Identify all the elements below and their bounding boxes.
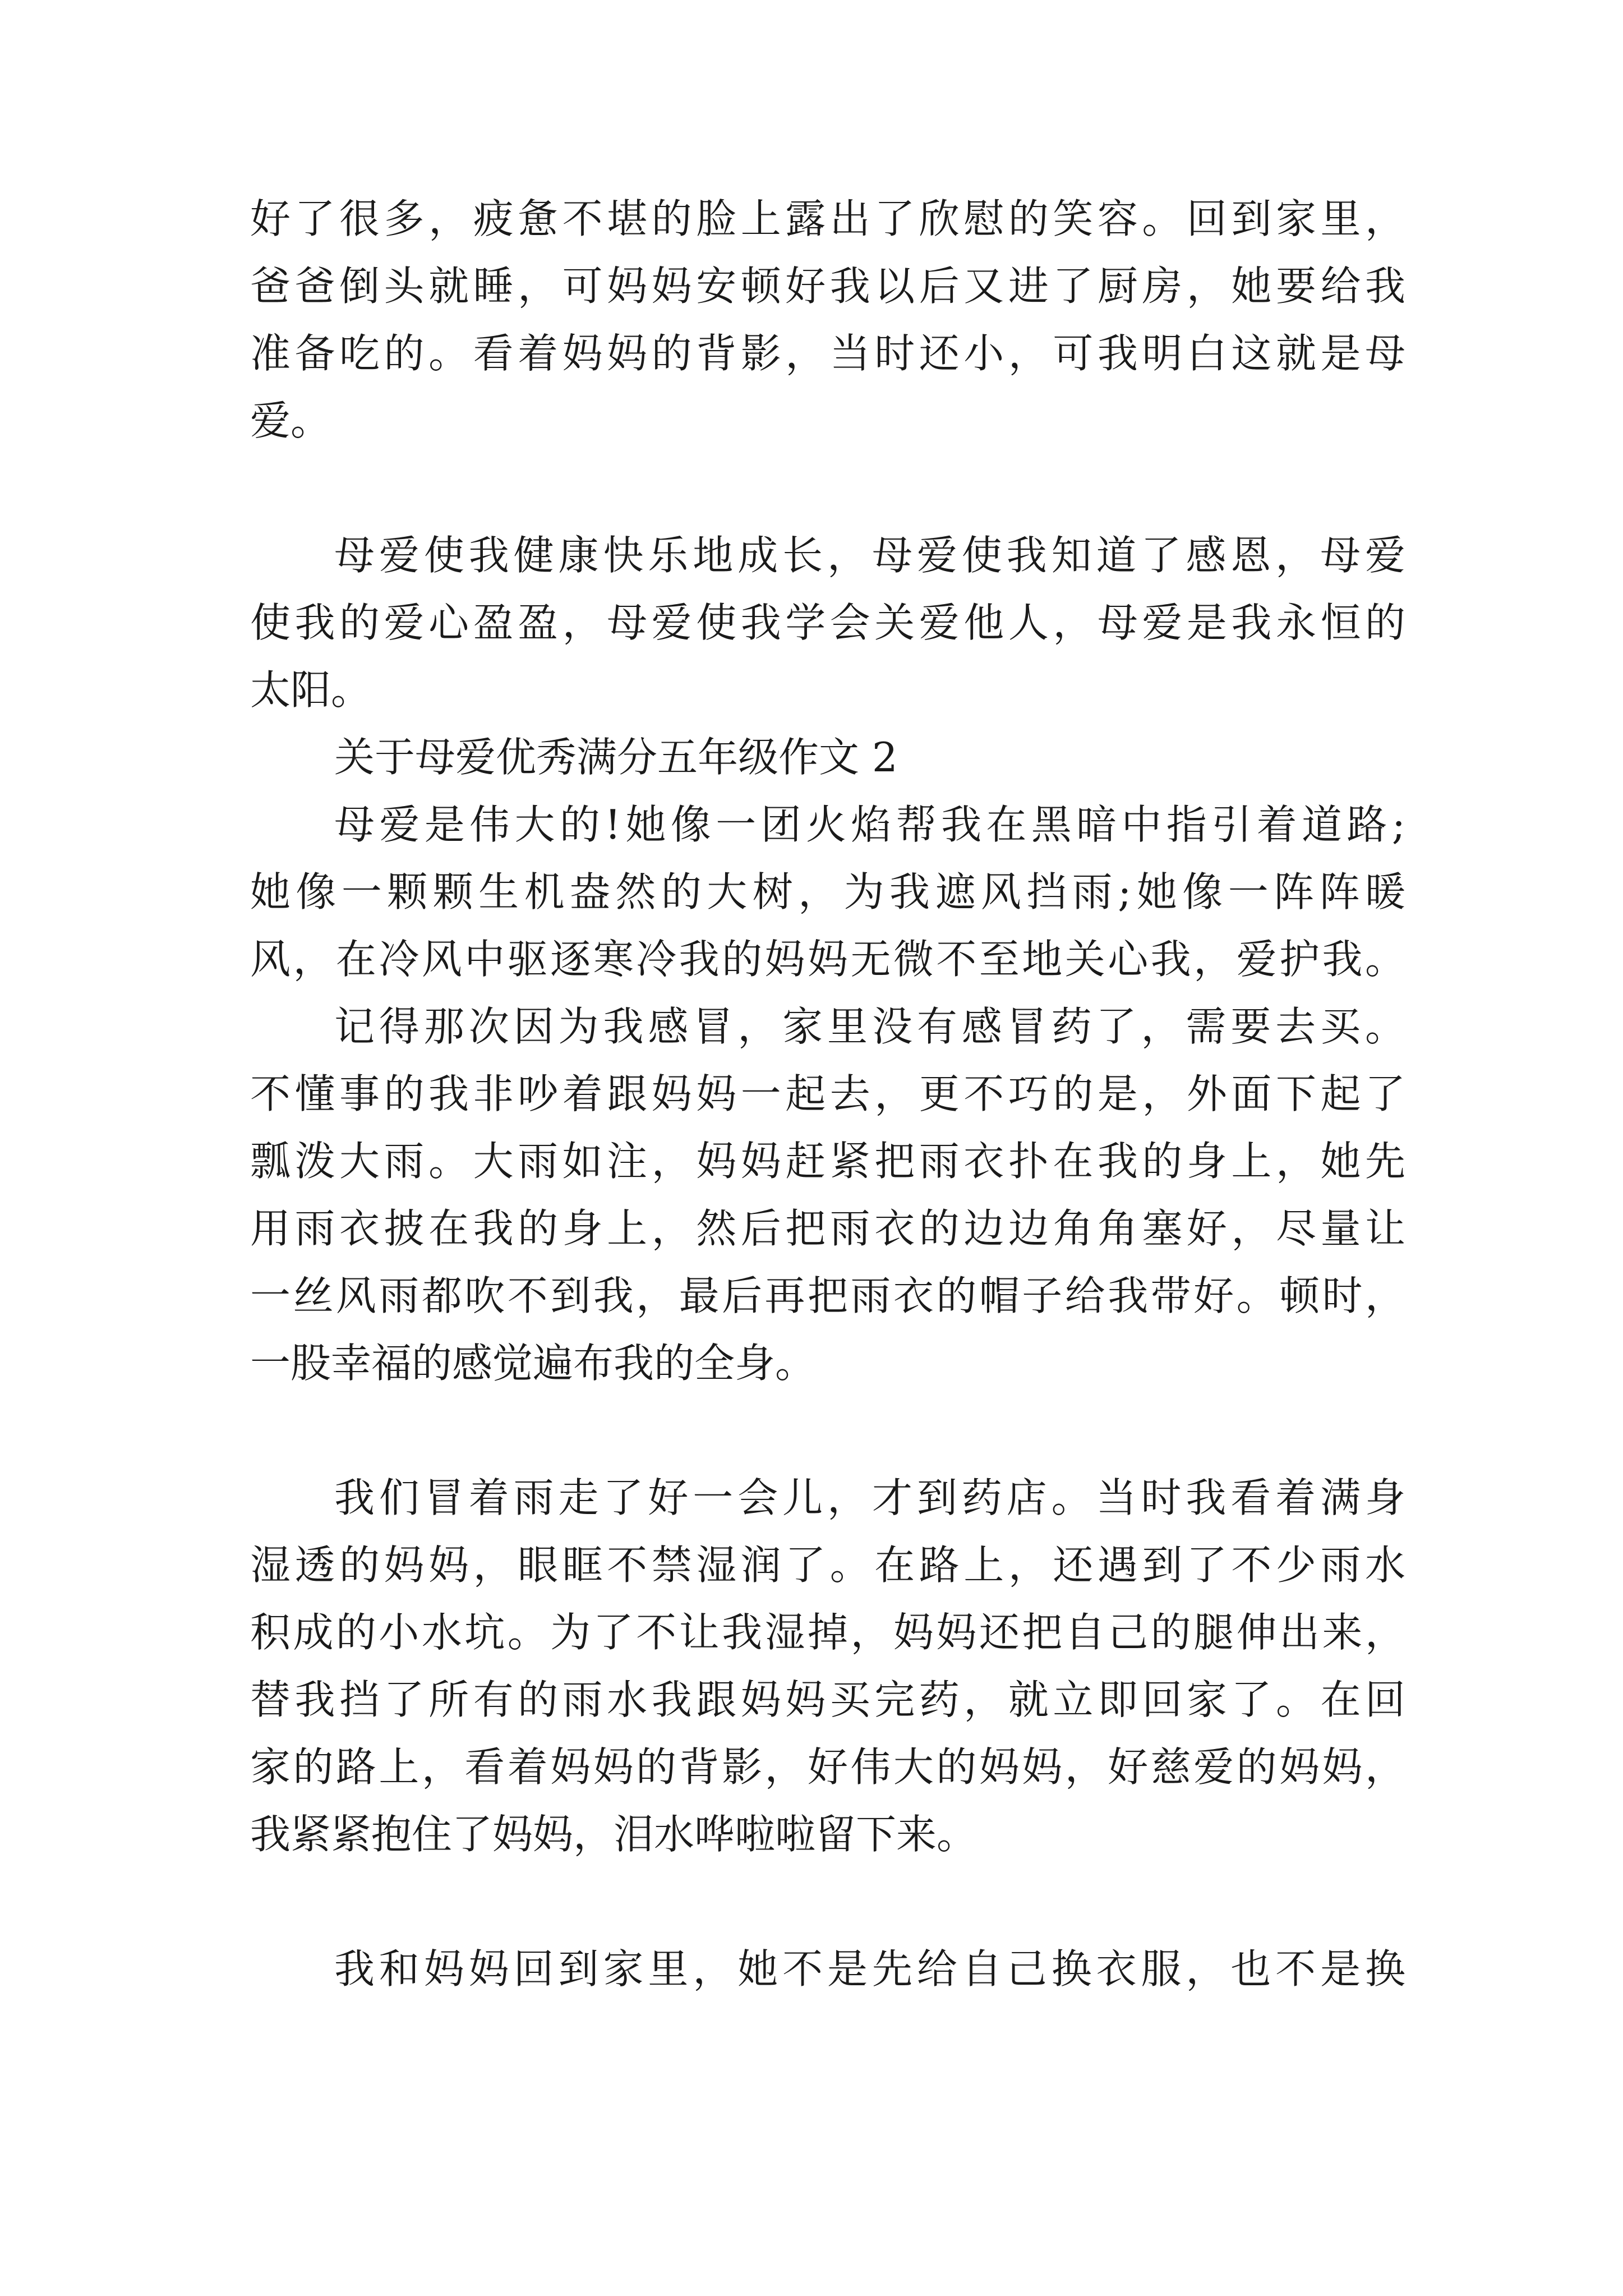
text-line: 准备吃的。看着妈妈的背影，当时还小，可我明白这就是母	[250, 330, 1405, 377]
text-line: 一股幸福的感觉遍布我的全身。	[250, 1340, 816, 1387]
text-line: 爱。	[250, 397, 331, 444]
text-line: 好了很多，疲惫不堪的脸上露出了欣慰的笑容。回到家里，	[250, 195, 1405, 242]
text-line: 积成的小水坑。为了不让我湿掉，妈妈还把自己的腿伸出来，	[250, 1609, 1405, 1656]
text-line: 母爱使我健康快乐地成长，母爱使我知道了感恩，母爱	[334, 532, 1405, 579]
text-line: 用雨衣披在我的身上，然后把雨衣的边边角角塞好，尽量让	[250, 1205, 1405, 1252]
text-line: 爸爸倒头就睡，可妈妈安顿好我以后又进了厨房，她要给我	[250, 263, 1405, 310]
text-line: 我们冒着雨走了好一会儿，才到药店。当时我看着满身	[334, 1474, 1405, 1521]
text-line: 太阳。	[250, 666, 372, 714]
section-heading: 关于母爱优秀满分五年级作文 2	[334, 734, 898, 781]
text-line: 风，在冷风中驱逐寒冷我的妈妈无微不至地关心我，爱护我。	[250, 936, 1405, 983]
text-line: 不懂事的我非吵着跟妈妈一起去，更不巧的是，外面下起了	[250, 1070, 1405, 1117]
text-line: 家的路上，看着妈妈的背影，好伟大的妈妈，好慈爱的妈妈，	[250, 1743, 1405, 1791]
text-line: 我紧紧抱住了妈妈，泪水哗啦啦留下来。	[250, 1811, 978, 1858]
text-line: 一丝风雨都吹不到我，最后再把雨衣的帽子给我带好。顿时，	[250, 1272, 1405, 1319]
text-line: 母爱是伟大的!她像一团火焰帮我在黑暗中指引着道路;	[334, 801, 1405, 848]
text-line: 替我挡了所有的雨水我跟妈妈买完药，就立即回家了。在回	[250, 1676, 1405, 1723]
text-line: 瓢泼大雨。大雨如注，妈妈赶紧把雨衣扑在我的身上，她先	[250, 1138, 1405, 1185]
text-line: 湿透的妈妈，眼眶不禁湿润了。在路上，还遇到了不少雨水	[250, 1542, 1405, 1589]
text-line: 她像一颗颗生机盎然的大树，为我遮风挡雨;她像一阵阵暖	[250, 868, 1405, 915]
text-line: 记得那次因为我感冒，家里没有感冒药了，需要去买。	[334, 1003, 1405, 1050]
text-line: 使我的爱心盈盈，母爱使我学会关爱他人，母爱是我永恒的	[250, 599, 1405, 646]
text-line: 我和妈妈回到家里，她不是先给自己换衣服，也不是换	[334, 1945, 1405, 1993]
